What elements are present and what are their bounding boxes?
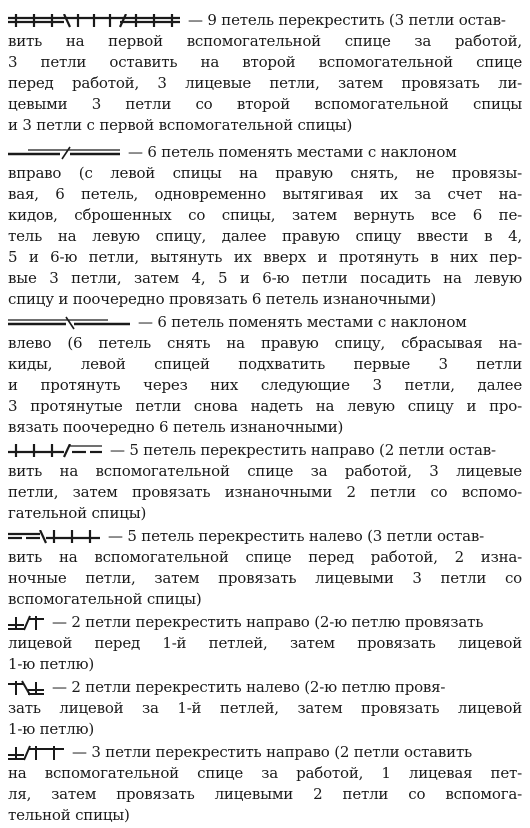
entry-line: вить на первой вспомогательной спице за работой, — [8, 32, 522, 50]
cross-right-1-2-icon — [8, 745, 64, 761]
swap-right-6-icon — [8, 146, 120, 160]
entry-line: 1-ю петлю) — [8, 655, 95, 673]
entry-line: вить на вспомогательной спице за работой, 3 лицевые — [8, 462, 522, 480]
entry-first-line: — 5 петель перекрестить направо (2 петли остав- — [8, 440, 522, 461]
entry-first-line: — 5 петель перекрестить налево (3 петли остав- — [8, 526, 522, 547]
swap-left-6-icon — [8, 316, 130, 330]
entry-line: зать лицевой за 1-й петлей, затем провязать лицевой — [8, 699, 522, 717]
cross-left-1-1-icon — [8, 680, 44, 696]
entry-line: лицевой перед 1-й петлей, затем провязать лицевой — [8, 634, 522, 652]
entry-line: вправо (с левой спицы на правую снять, не провязы- — [8, 164, 522, 182]
entry-line: 3 протянутые петли снова надеть на левую спицу и про- — [8, 397, 522, 415]
entry-line: петли, затем провязать изнаночными 2 петли со вспомо- — [8, 483, 522, 501]
entry-line: вая, 6 петель, одновременно вытягивая их за счет на- — [8, 185, 522, 203]
entry-line: 3 петли оставить на второй вспомогательной спице — [8, 53, 522, 71]
entry-line: влево (6 петель снять на правую спицу, сбрасывая на- — [8, 334, 522, 352]
entry-line: и 3 петли с первой вспомогательной спицы) — [8, 116, 353, 134]
entry-line: вспомогательной спицы) — [8, 590, 202, 608]
entry-line: перед работой, 3 лицевые петли, затем провязать ли- — [8, 74, 522, 92]
entry-line: 5 и 6-ю петли, вытянуть их вверх и протянуть в них пер- — [8, 248, 522, 266]
entry-line: киды, левой спицей подхватить первые 3 петли — [8, 355, 522, 373]
entry-line: на вспомогательной спице за работой, 1 лицевая пет- — [8, 764, 522, 782]
cross-right-1-1-icon — [8, 615, 44, 631]
entry-line: вязать поочередно 6 петель изнаночными) — [8, 418, 344, 436]
entry-line: ля, затем провязать лицевыми 2 петли со вспомога- — [8, 785, 522, 803]
entry-line: ночные петли, затем провязать лицевыми 3 петли со — [8, 569, 522, 587]
entry-line: вить на вспомогательной спице перед работой, 2 изна- — [8, 548, 522, 566]
entry-line: цевыми 3 петли со второй вспомогательной спицы — [8, 95, 522, 113]
entry-line: вые 3 петли, затем 4, 5 и 6-ю петли посадить на левую — [8, 269, 522, 287]
cross-right-3-3-3-icon — [8, 14, 180, 28]
entry-first-line: — 3 петли перекрестить направо (2 петли оставить — [8, 742, 522, 763]
entry-first-line: — 2 петли перекрестить налево (2-ю петлю провя- — [8, 677, 522, 698]
entry-line: спицу и поочередно провязать 6 петель изнаночными) — [8, 290, 437, 308]
entry-first-line: — 6 петель поменять местами с наклоном — [8, 312, 522, 333]
cross-left-2-3-icon — [8, 530, 100, 544]
entry-line: гательной спицы) — [8, 504, 147, 522]
entry-first-line: — 6 петель поменять местами с наклоном — [8, 142, 522, 163]
cross-right-3-2-icon — [8, 444, 102, 458]
entry-line: и протянуть через них следующие 3 петли, далее — [8, 376, 522, 394]
entry-line: кидов, сброшенных со спицы, затем вернуть все 6 пе- — [8, 206, 522, 224]
entry-line: 1-ю петлю) — [8, 720, 95, 738]
entry-line: тельной спицы) — [8, 806, 130, 824]
entry-first-line: — 2 петли перекрестить направо (2-ю петлю провязать — [8, 612, 522, 633]
entry-first-line: — 9 петель перекрестить (3 петли остав- — [8, 10, 522, 31]
entry-line: тель на левую спицу, далее правую спицу ввести в 4, — [8, 227, 522, 245]
